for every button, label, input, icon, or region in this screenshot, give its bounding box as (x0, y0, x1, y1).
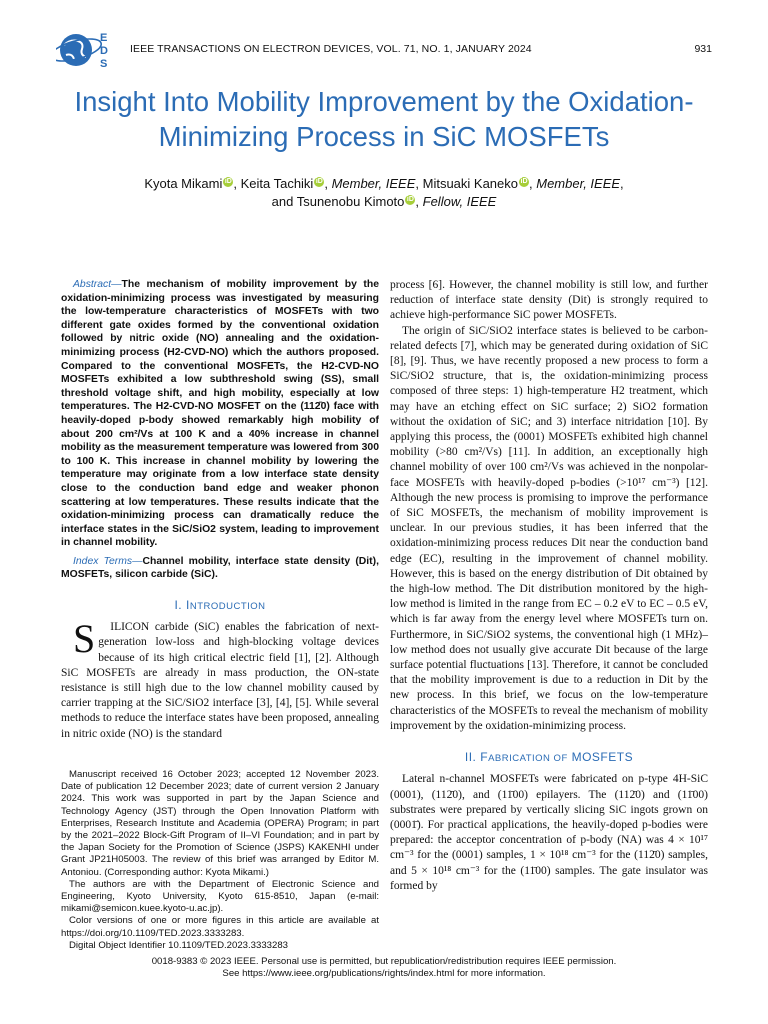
paper-title: Insight Into Mobility Improvement by the Oxidation-Minimizing Process in SiC MOSFETs (74, 86, 694, 152)
eds-logo-icon (56, 27, 118, 73)
heading-initial: F (480, 750, 489, 765)
logo-letter-s: S (100, 58, 108, 70)
section-heading-introduction (61, 598, 379, 614)
index-terms-text: Channel mobility, interface state density (Dit), MOSFETs, silicon carbide (SiC). (61, 555, 379, 581)
copyright-notice (40, 956, 728, 980)
fabrication-paragraph: Lateral n-channel MOSFETs were fabricated on p-type 4H-SiC (0001), (112̄0), and (11̄00) epilayers. The (112̄0) and (11̄00) substrates were prepared by vertically slicing SiC ingots grown on (0001̄). For practical applications, the heavily-doped p-bodies were prepared: the acceptor concentration of p-body (NA) was 4 × 10¹⁷ cm⁻³ for the (0001) samples, 1 × 10¹⁸ cm⁻³ for the (112̄0) samples, and 5 × 10¹⁸ cm⁻³ for the (11̄00) samples. The gate insulator was formed by (390, 773, 708, 892)
drop-cap: S (73, 616, 96, 662)
abstract (61, 278, 379, 550)
footnote-manuscript: Manuscript received 16 October 2023; accepted 12 November 2023. Date of publication 12 December 2023; date of current version 2 January 2024. This work was supported in part by the Japan Science and Technology Agency (JST) through the Open Innovation Platform with Enterprises, Research Institute and Academia (OPERA) Program; in part by the 2021–2022 Block-Gift Program of II–VI Foundation; and in part by the Japan Society for the Promotion of Science (JSPS) KAKENHI under Grant JP21H05003. The review of this brief was arranged by Editor M. Antoniou. (Corresponding author: Kyota Mikami.) (61, 769, 379, 878)
footnote-doi: Digital Object Identifier 10.1109/TED.2023.3333283 (69, 939, 289, 951)
left-column (61, 278, 379, 742)
copyright-line-2[interactable]: See https://www.ieee.org/publications/rights/index.html for more information. (222, 968, 546, 979)
footnote-affiliation: The authors are with the Department of Electronic Science and Engineering, Kyoto University, Kyoto 615-8510, Japan (e-mail: mikami@semicon.kuee.kyoto-u.ac.jp). (61, 878, 379, 915)
page-number: 931 (694, 43, 712, 55)
abstract-text: The mechanism of mobility improvement by the oxidation-minimizing process was investigated by measuring the low-temperature characteristics of MOSFETs with two different gate oxides formed by the conventional oxidation followed by nitric oxide (NO) annealing and the oxidation-minimizing process (H2-CVD-NO) which the authors proposed. Compared to the conventional MOSFETs, the H2-CVD-NO MOSFETs exhibited a low subthreshold swing (SS), small threshold voltage shift, and high mobility, especially at low temperatures. The H2-CVD-NO MOSFET on the (112̄0) face with heavily-doped p-body showed remarkably high mobility of about 200 cm²/Vs at 100 K and a 40% increase in channel mobility as the measurement temperature was lowered from 300 to 100 K. This increase in channel mobility by lowering the temperature may originate from a low interface state density close to the conduction band edge and weaker phonon scattering at low temperatures. These results indicate that the oxidation-minimizing process can dramatically reduce the interface states in the SiC/SiO2 system, leading to improvement in channel mobility. (61, 279, 379, 549)
author-role: Member, IEEE (331, 176, 416, 191)
orcid-icon[interactable]: iD (224, 178, 232, 185)
index-terms-label: Index Terms— (73, 555, 143, 567)
section-number: I. (174, 598, 186, 613)
author-name: Tsunenobu Kimoto (296, 194, 405, 209)
author-name: Keita Tachiki (240, 176, 314, 191)
heading-rest: NTRODUCTION (189, 601, 266, 613)
author-role: Member, IEEE (536, 176, 621, 191)
heading-rest: ABRICATION OF (488, 753, 568, 765)
intro-paragraph (61, 616, 379, 742)
journal-header: IEEE TRANSACTIONS ON ELECTRON DEVICES, VOL. 71, NO. 1, JANUARY 2024 (130, 43, 532, 55)
intro-continuation: process [6]. However, the channel mobility is still low, and further reduction of interface state density (Dit) is strongly required to achieve high-performance SiC power MOSFETs. (390, 279, 708, 322)
section-number: II. (464, 750, 481, 765)
footnote-color-versions[interactable]: Color versions of one or more figures in this article are available at https://doi.org/10.1109/TED.2023.3333283. (61, 915, 379, 939)
author-name: Kyota Mikami (144, 176, 223, 191)
abstract-label: Abstract— (73, 279, 122, 290)
heading-initial: I (185, 598, 190, 613)
intro-text: ILICON carbide (SiC) enables the fabrication of next-generation low-loss and high-blocking voltage devices because of its high critical electric field [1], [2]. Although SiC MOSFETs are already in mass production, the ON-state resistance is still high due to the low channel mobility caused by carrier trapping at the SiC/SiO2 interface [3], [4], [5]. While several methods to reduce the interface states have been proposed, annealing in nitric oxide (NO) is the standard (61, 621, 379, 740)
logo-letter-d: D (100, 45, 108, 57)
orcid-icon[interactable]: iD (315, 178, 323, 185)
heading-tail: MOSFETS (567, 750, 634, 765)
intro-paragraph-2: The origin of SiC/SiO2 interface states is believed to be carbon-related defects [7], which may be generated during oxidation of SiC [8], [9]. Thus, we have recently proposed a new process to form a SiC/SiO2 structure, that is, the oxidation-minimizing process composed of three steps: 1) high-temperature H2 treatment, which may have an etching effect on SiC surface; 2) SiO2 formation without the oxidation of SiC; and 3) interface nitridation [10]. By applying this process, the (0001) MOSFETs exhibited high channel mobility (>80 cm²/Vs) [11]. In addition, an exceptionally high channel mobility of over 100 cm²/Vs was achieved in the nonpolar-face MOSFETs with heavily-doped p-bodies (>10¹⁷ cm⁻³) [12]. Although the new process is promising to improve the performance of SiC MOSFETs, the mechanism of mobility improvement is unclear. In our previous studies, it has been inferred that the oxidation-minimizing process reduces Dit near the conduction band edge (EC), resulting in the improvement of channel mobility. However, this is based on the energy distribution of Dit obtained by the high-low method. The Dit distribution monitored by the high-low method is limited in the range from EC – 0.2 eV to EC – 0.5 eV, which is far away from the energy level where MOSFETs turn on. Furthermore, in SiC/SiO2 systems, the conventional high (1 MHz)–low method does not usually give accurate Dit because of the large surface potential fluctuations [13]. Therefore, it cannot be concluded that the mobility improvement is due to a reduction in Dit by the new process. In this brief, we focus on the low-temperature characteristics of the MOSFETs to reveal the mechanism of mobility improvement by the oxidation-minimizing process. (390, 324, 708, 732)
orcid-icon[interactable]: iD (520, 178, 528, 185)
section-heading-fabrication (390, 750, 708, 766)
logo-letter-e: E (100, 32, 108, 44)
orcid-icon[interactable]: iD (406, 196, 414, 203)
index-terms (61, 555, 379, 582)
right-column (390, 278, 708, 894)
copyright-line-1: 0018-9383 © 2023 IEEE. Personal use is permitted, but republication/redistribution requires IEEE permission. (151, 956, 617, 967)
author-name: Mitsuaki Kaneko (422, 176, 518, 191)
author-list: Kyota Mikami iD , Keita Tachiki iD , Member, IEEE, Mitsuaki Kaneko iD , Member, IEEE, and Tsunenobu Kimoto iD , Fellow, IEEE (144, 176, 624, 209)
footnote (61, 769, 379, 952)
author-role: Fellow, IEEE (422, 194, 497, 209)
author-connector: and (271, 194, 297, 209)
